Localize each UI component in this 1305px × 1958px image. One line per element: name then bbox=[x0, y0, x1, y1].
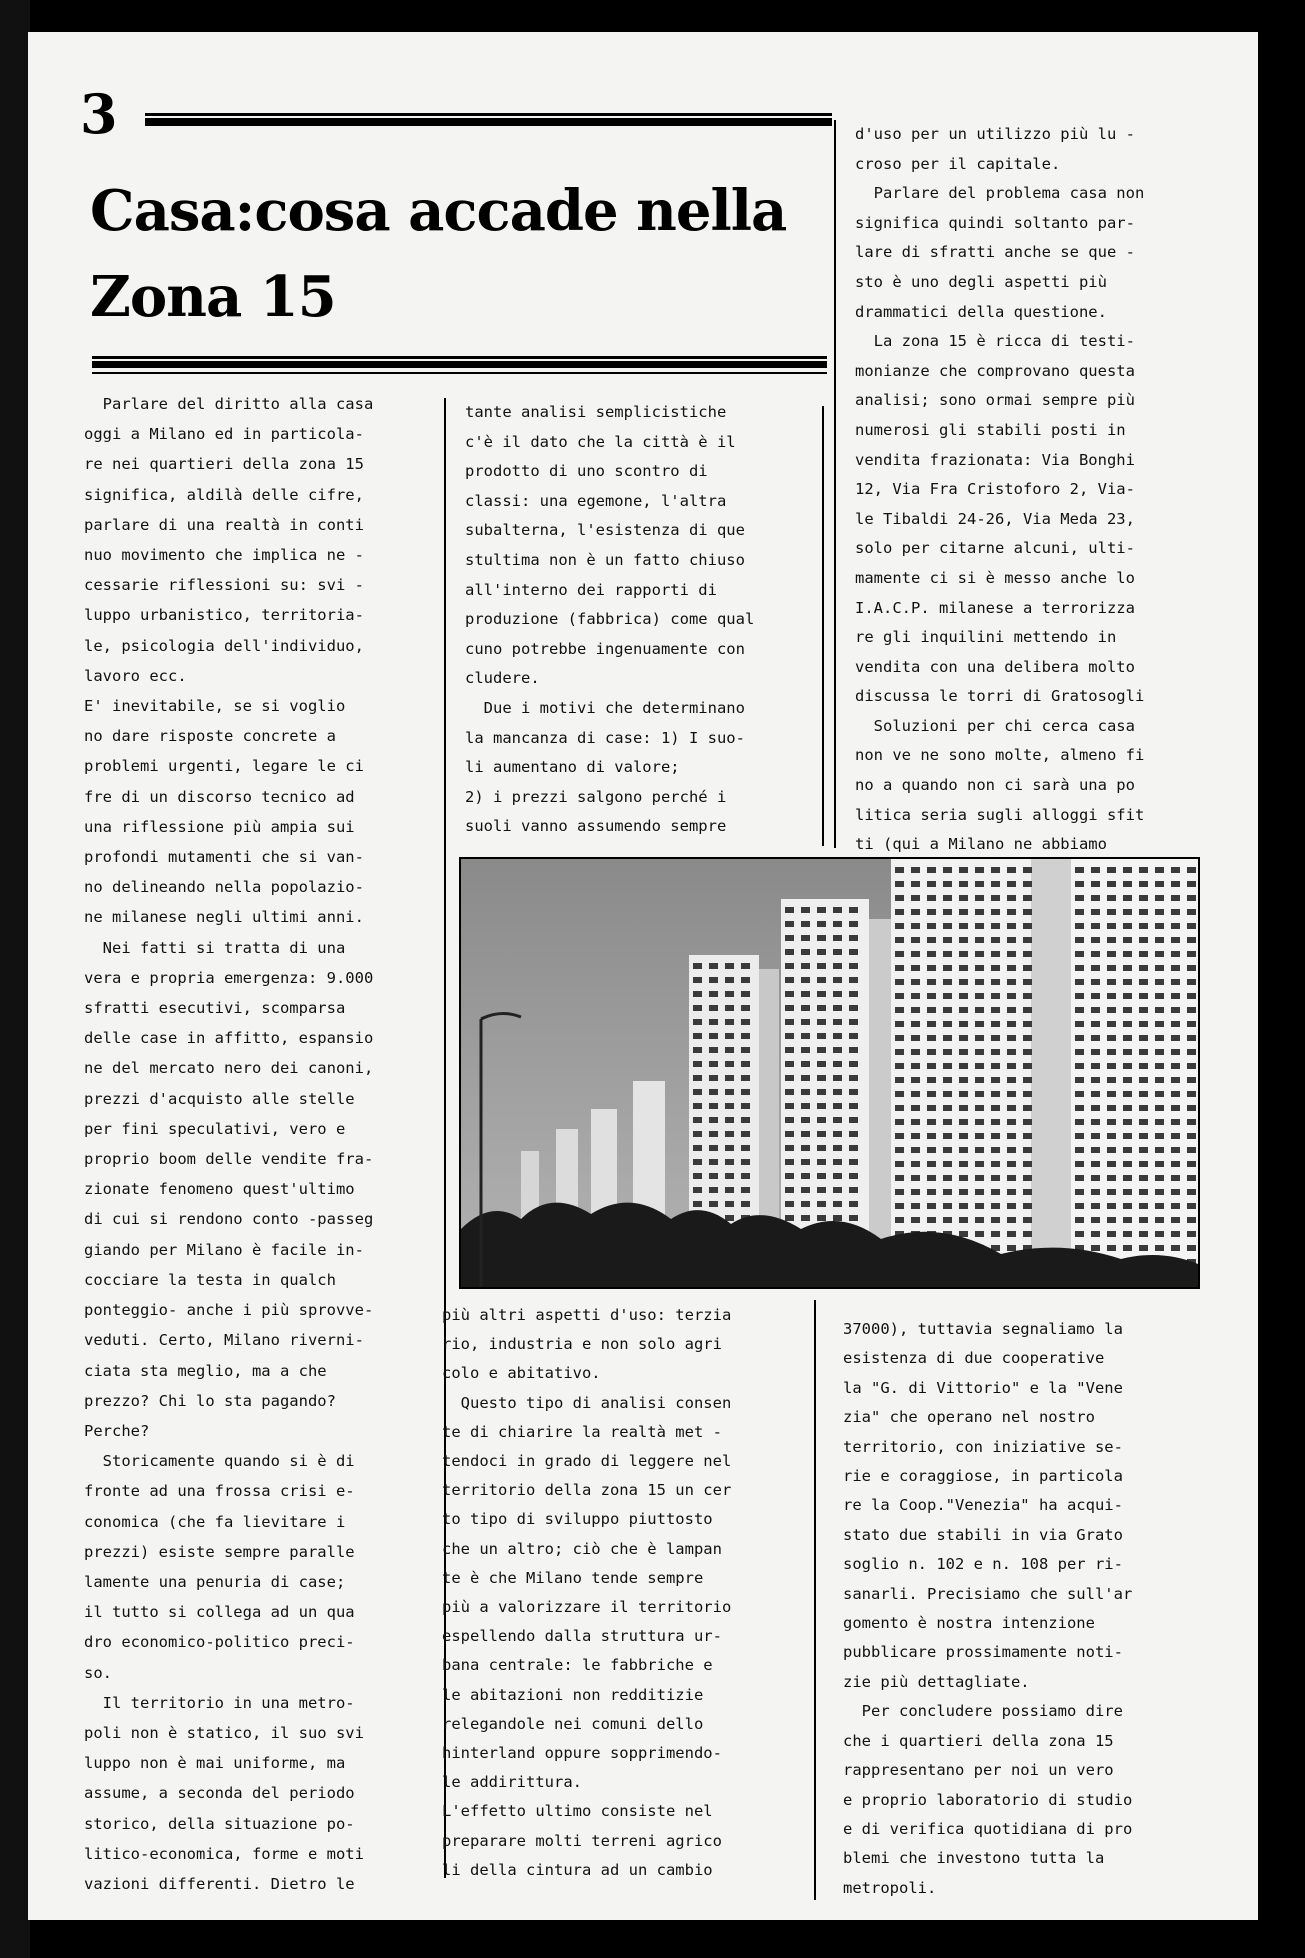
text-line: le Tibaldi 24-26, Via Meda 23, bbox=[855, 509, 1135, 528]
text-line: tendoci in grado di leggere nel bbox=[442, 1452, 732, 1471]
text-line: stato due stabili in via Grato bbox=[843, 1525, 1123, 1544]
text-line: zie più dettagliate. bbox=[843, 1672, 1030, 1691]
text-line: parlare di una realtà in conti bbox=[84, 515, 364, 534]
text-line: luppo urbanistico, territoria- bbox=[84, 606, 364, 625]
text-line: la mancanza di case: 1) I suo- bbox=[465, 728, 745, 747]
text-line: metropoli. bbox=[843, 1878, 937, 1897]
text-line: solo per citarne alcuni, ulti- bbox=[855, 539, 1135, 558]
text-line: fronte ad una frossa crisi e- bbox=[84, 1482, 355, 1501]
text-line: classi: una egemone, l'altra bbox=[465, 491, 727, 510]
text-line: ne del mercato nero dei canoni, bbox=[84, 1059, 374, 1078]
text-line: all'interno dei rapporti di bbox=[465, 580, 717, 599]
text-line: no a quando non ci sarà una po bbox=[855, 776, 1135, 795]
article-column-4 bbox=[442, 1301, 731, 1885]
text-line: territorio, con iniziative se- bbox=[843, 1437, 1123, 1456]
text-line: dro economico-politico preci- bbox=[84, 1633, 355, 1652]
scan-edge bbox=[0, 0, 30, 1958]
text-line: profondi mutamenti che si van- bbox=[84, 848, 364, 867]
text-line: Questo tipo di analisi consen bbox=[442, 1393, 732, 1412]
text-line: luppo non è mai uniforme, ma bbox=[84, 1754, 346, 1773]
text-line: c'è il dato che la città è il bbox=[465, 432, 736, 451]
text-line: 37000), tuttavia segnaliamo la bbox=[843, 1320, 1123, 1338]
text-line: produzione (fabbrica) come qual bbox=[465, 610, 755, 629]
article-column-5 bbox=[843, 1315, 1132, 1903]
text-line: vera e propria emergenza: 9.000 bbox=[84, 968, 374, 987]
text-line: litico-economica, forme e moti bbox=[84, 1844, 364, 1863]
text-line: esistenza di due cooperative bbox=[843, 1349, 1105, 1368]
text-line: lamente una penuria di case; bbox=[84, 1572, 346, 1591]
page-number: 3 bbox=[80, 82, 118, 146]
text-line: zia" che operano nel nostro bbox=[843, 1408, 1095, 1427]
text-line: preparare molti terreni agrico bbox=[442, 1831, 722, 1850]
text-line: bana centrale: le fabbriche e bbox=[442, 1656, 713, 1675]
text-line: re la Coop."Venezia" ha acqui- bbox=[843, 1496, 1123, 1515]
headline bbox=[90, 168, 786, 340]
text-line: La zona 15 è ricca di testi- bbox=[855, 332, 1135, 351]
text-line: relegandole nei comuni dello bbox=[442, 1714, 704, 1733]
apartment-towers-icon bbox=[461, 859, 1198, 1287]
text-line: ciata sta meglio, ma a che bbox=[84, 1361, 327, 1380]
text-line: drammatici della questione. bbox=[855, 302, 1107, 321]
text-line: lare di sfratti anche se que - bbox=[855, 243, 1135, 262]
headline-rule-thin bbox=[92, 372, 827, 374]
text-line: vendita frazionata: Via Bonghi bbox=[855, 450, 1135, 469]
article-column-1 bbox=[84, 389, 373, 1899]
headline-line-2: Zona 15 bbox=[90, 264, 336, 330]
text-line: colo e abitativo. bbox=[442, 1364, 601, 1383]
text-line: delle case in affitto, espansio bbox=[84, 1029, 374, 1048]
text-line: te è che Milano tende sempre bbox=[442, 1568, 704, 1587]
text-line: cuno potrebbe ingenuamente con bbox=[465, 639, 745, 658]
text-line: monianze che comprovano questa bbox=[855, 361, 1135, 380]
text-line: sfratti esecutivi, scomparsa bbox=[84, 999, 346, 1018]
text-line: non ve ne sono molte, almeno fi bbox=[855, 746, 1145, 765]
text-line: le, psicologia dell'individuo, bbox=[84, 636, 364, 655]
text-line: cludere. bbox=[465, 669, 540, 688]
text-line: Per concludere possiamo dire bbox=[843, 1702, 1123, 1721]
column-divider bbox=[822, 406, 824, 846]
text-line: d'uso per un utilizzo più lu - bbox=[855, 125, 1135, 143]
text-line: di cui si rendono conto -passeg bbox=[84, 1210, 374, 1229]
text-line: le abitazioni non redditizie bbox=[442, 1685, 704, 1704]
text-line: oggi a Milano ed in particola- bbox=[84, 425, 364, 444]
text-line: li aumentano di valore; bbox=[465, 758, 680, 777]
text-line: 2) i prezzi salgono perché i bbox=[465, 787, 727, 806]
text-line: Nei fatti si tratta di una bbox=[84, 938, 346, 957]
text-line: Perche? bbox=[84, 1421, 150, 1440]
text-line: la "G. di Vittorio" e la "Vene bbox=[843, 1378, 1123, 1397]
text-line: sto è uno degli aspetti più bbox=[855, 272, 1107, 291]
text-line: cocciare la testa in qualch bbox=[84, 1270, 336, 1289]
text-line: stultima non è un fatto chiuso bbox=[465, 550, 745, 569]
text-line: per fini speculativi, vero e bbox=[84, 1119, 346, 1138]
text-line: suoli vanno assumendo sempre bbox=[465, 817, 727, 836]
text-line: espellendo dalla struttura ur- bbox=[442, 1627, 722, 1646]
text-line: so. bbox=[84, 1663, 112, 1682]
text-line: prodotto di uno scontro di bbox=[465, 462, 708, 481]
text-line: cessarie riflessioni su: svi - bbox=[84, 576, 364, 595]
text-line: Soluzioni per chi cerca casa bbox=[855, 716, 1135, 735]
text-line: hinterland oppure sopprimendo- bbox=[442, 1744, 722, 1763]
text-line: assume, a seconda del periodo bbox=[84, 1784, 355, 1803]
text-line: prezzo? Chi lo sta pagando? bbox=[84, 1391, 336, 1410]
text-line: Il territorio in una metro- bbox=[84, 1693, 355, 1712]
text-line: e proprio laboratorio di studio bbox=[843, 1790, 1133, 1809]
text-line: poli non è statico, il suo svi bbox=[84, 1723, 364, 1742]
text-line: gomento è nostra intenzione bbox=[843, 1614, 1095, 1633]
text-line: ponteggio- anche i più sprovve- bbox=[84, 1301, 374, 1320]
text-line: proprio boom delle vendite fra- bbox=[84, 1150, 374, 1169]
headline-line-1: Casa:cosa accade nella bbox=[90, 178, 787, 244]
text-line: rio, industria e non solo agri bbox=[442, 1335, 722, 1354]
text-line: conomica (che fa lievitare i bbox=[84, 1512, 346, 1531]
text-line: più a valorizzare il territorio bbox=[442, 1598, 732, 1617]
text-line: prezzi d'acquisto alle stelle bbox=[84, 1089, 355, 1108]
article-column-3 bbox=[855, 120, 1144, 860]
text-line: tante analisi semplicistiche bbox=[465, 403, 727, 421]
text-line: nuo movimento che implica ne - bbox=[84, 546, 364, 565]
text-line: prezzi) esiste sempre paralle bbox=[84, 1542, 355, 1561]
text-line: numerosi gli stabili posti in bbox=[855, 420, 1126, 439]
text-line: sanarli. Precisiamo che sull'ar bbox=[843, 1584, 1133, 1603]
text-line: il tutto si collega ad un qua bbox=[84, 1603, 355, 1622]
column-divider bbox=[834, 120, 836, 848]
text-line: ne milanese negli ultimi anni. bbox=[84, 908, 364, 927]
top-rule bbox=[145, 113, 832, 126]
text-line: litica seria sugli alloggi sfit bbox=[855, 805, 1145, 824]
text-line: veduti. Certo, Milano riverni- bbox=[84, 1331, 364, 1350]
text-line: subalterna, l'esistenza di que bbox=[465, 521, 745, 540]
text-line: che un altro; ciò che è lampan bbox=[442, 1539, 722, 1558]
headline-rule bbox=[92, 356, 827, 368]
text-line: vendita con una delibera molto bbox=[855, 657, 1135, 676]
text-line: Parlare del diritto alla casa bbox=[84, 395, 374, 413]
text-line: zionate fenomeno quest'ultimo bbox=[84, 1180, 355, 1199]
text-line: re gli inquilini mettendo in bbox=[855, 628, 1117, 647]
text-line: significa quindi soltanto par- bbox=[855, 213, 1135, 232]
text-line: te di chiarire la realtà met - bbox=[442, 1422, 722, 1441]
text-line: rappresentano per noi un vero bbox=[843, 1761, 1114, 1780]
text-line: fre di un discorso tecnico ad bbox=[84, 787, 355, 806]
text-line: rie e coraggiose, in particola bbox=[843, 1467, 1123, 1486]
text-line: le addirittura. bbox=[442, 1773, 582, 1792]
text-line: una riflessione più ampia sui bbox=[84, 817, 355, 836]
text-line: li della cintura ad un cambio bbox=[442, 1860, 713, 1879]
article-column-2 bbox=[465, 398, 754, 842]
text-line: discussa le torri di Gratosogli bbox=[855, 687, 1145, 706]
text-line: territorio della zona 15 un cer bbox=[442, 1481, 732, 1500]
text-line: blemi che investono tutta la bbox=[843, 1849, 1105, 1868]
text-line: Storicamente quando si è di bbox=[84, 1452, 355, 1471]
text-line: storico, della situazione po- bbox=[84, 1814, 355, 1833]
text-line: vazioni differenti. Dietro le bbox=[84, 1874, 355, 1893]
text-line: E' inevitabile, se si voglio bbox=[84, 697, 346, 716]
text-line: significa, aldilà delle cifre, bbox=[84, 485, 364, 504]
text-line: soglio n. 102 e n. 108 per ri- bbox=[843, 1555, 1123, 1574]
text-line: no delineando nella popolazio- bbox=[84, 878, 364, 897]
text-line: pubblicare prossimamente noti- bbox=[843, 1643, 1123, 1662]
text-line: Due i motivi che determinano bbox=[465, 698, 745, 717]
text-line: to tipo di sviluppo piuttosto bbox=[442, 1510, 713, 1529]
text-line: più altri aspetti d'uso: terzia bbox=[442, 1306, 732, 1324]
text-line: I.A.C.P. milanese a terrorizza bbox=[855, 598, 1135, 617]
column-divider bbox=[814, 1300, 816, 1900]
text-line: L'effetto ultimo consiste nel bbox=[442, 1802, 713, 1821]
text-line: giando per Milano è facile in- bbox=[84, 1240, 364, 1259]
text-line: mamente ci si è messo anche lo bbox=[855, 568, 1135, 587]
text-line: lavoro ecc. bbox=[84, 666, 187, 685]
text-line: re nei quartieri della zona 15 bbox=[84, 455, 364, 474]
text-line: Parlare del problema casa non bbox=[855, 184, 1145, 203]
building-photo bbox=[459, 857, 1200, 1289]
text-line: analisi; sono ormai sempre più bbox=[855, 391, 1135, 410]
text-line: croso per il capitale. bbox=[855, 154, 1061, 173]
text-line: e di verifica quotidiana di pro bbox=[843, 1819, 1133, 1838]
text-line: che i quartieri della zona 15 bbox=[843, 1731, 1114, 1750]
text-line: problemi urgenti, legare le ci bbox=[84, 757, 364, 776]
text-line: ti (qui a Milano ne abbiamo bbox=[855, 835, 1107, 854]
text-line: no dare risposte concrete a bbox=[84, 727, 336, 746]
text-line: 12, Via Fra Cristoforo 2, Via- bbox=[855, 480, 1135, 499]
